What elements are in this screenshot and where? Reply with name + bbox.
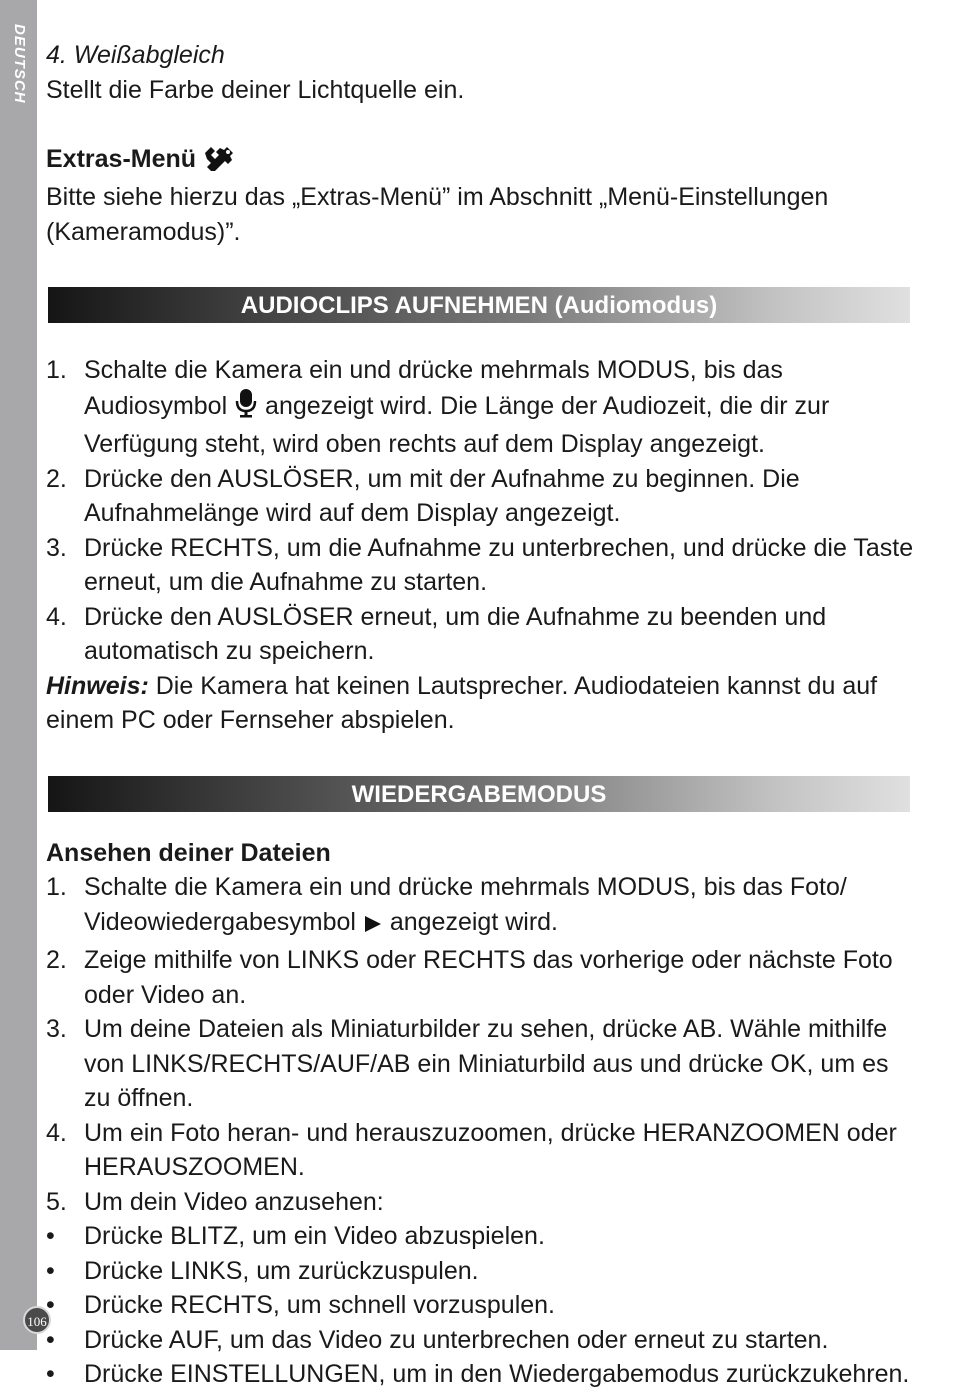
list-item [46,1116,914,1185]
step-text: Schalte die Kamera ein und drücke mehrmals MODUS, bis das Audiosymbol [84,356,783,420]
step-number: 1. [46,356,67,384]
note-text: Die Kamera hat keinen Lautsprecher. Audiodateien kannst du auf einem PC oder Fernseher abspielen. [46,671,878,734]
playback-section-title: WIEDERGABEMODUS [48,776,910,812]
step-number: 2. [46,464,67,493]
step-number: 3. [46,533,67,562]
list-item [46,943,914,1012]
step-text: Drücke den AUSLÖSER erneut, um die Aufnahme zu beenden und automatisch zu speichern. [84,602,827,665]
side-tab-label: DEUTSCH [11,24,28,104]
wrench-screwdriver-icon [203,143,237,181]
side-tab [0,0,37,1350]
step-number: 5. [46,1187,67,1216]
white-balance-text: Stellt die Farbe deiner Lichtquelle ein. [46,75,465,104]
step-number: 3. [46,1015,67,1043]
step-number: 1. [46,873,67,901]
list-item [46,1219,914,1254]
audio-section-title: AUDIOCLIPS AUFNEHMEN (Audiomodus) [48,287,910,323]
step-text-continued: angezeigt wird. Die Länge der Audiozeit, die dir zur Verfügung steht, wird oben rechts auf dem Display angezeigt. [84,391,830,458]
playback-subheading: Ansehen deiner Dateien [46,838,331,867]
extras-menu-heading-line [46,142,914,181]
page-content [46,38,914,1392]
step-number: 2. [46,946,67,974]
audio-steps-list [46,353,914,669]
extras-menu-text-line2: (Kameramodus)”. [46,217,241,246]
playback-bullets-list [46,1219,914,1392]
step-text: Zeige mithilfe von LINKS oder RECHTS das vorherige oder nächste Foto oder Video an. [84,946,893,1009]
bullet-text: Drücke BLITZ, um ein Video abzuspielen. [84,1222,545,1250]
step-number: 4. [46,1118,67,1147]
list-item [46,1323,914,1358]
playback-steps-list [46,870,914,1219]
step-text: Um deine Dateien als Miniaturbilder zu sehen, drücke AB. Wähle mithilfe von LINKS/RECHTS/AUF/AB ein Miniaturbild aus und drücke OK, um es zu öffnen. [84,1015,889,1112]
list-item [46,353,914,462]
bullet-mark: • [46,1222,55,1250]
list-item [46,1012,914,1116]
page-number-badge: 106 [23,1306,51,1334]
bullet-mark: • [46,1360,55,1388]
audio-note [46,669,914,738]
list-item [46,462,914,531]
bullet-text: Drücke EINSTELLUNGEN, um in den Wiedergabemodus zurückzukehren. [84,1360,910,1388]
bullet-text: Drücke LINKS, um zurückzuspulen. [84,1256,479,1285]
list-item [46,1357,914,1392]
step-text: Um dein Video anzusehen: [84,1187,384,1216]
bullet-mark: • [46,1256,55,1285]
list-item [46,870,914,943]
extras-menu-text-line1: Bitte siehe hierzu das „Extras-Menü” im Abschnitt „Menü-Einstellungen [46,183,829,211]
bullet-mark: • [46,1291,55,1319]
play-triangle-icon [363,909,383,944]
step-text: Schalte die Kamera ein und drücke mehrmals MODUS, bis das Foto/ Videowiedergabesymbol [84,873,847,936]
list-item [46,1254,914,1289]
list-item [46,1185,914,1220]
white-balance-heading: 4. Weißabgleich [46,41,225,69]
microphone-icon [234,388,258,428]
step-text: Drücke RECHTS, um die Aufnahme zu unterbrechen, und drücke die Taste erneut, um die Aufnahme zu starten. [84,533,914,596]
step-number: 4. [46,602,67,631]
step-text: Drücke den AUSLÖSER, um mit der Aufnahme zu beginnen. Die Aufnahmelänge wird auf dem Display angezeigt. [84,464,800,527]
step-text: Um ein Foto heran- und herauszuzoomen, drücke HERANZOOMEN oder HERAUSZOOMEN. [84,1118,897,1181]
bullet-text: Drücke RECHTS, um schnell vorzuspulen. [84,1291,555,1319]
list-item [46,600,914,669]
extras-menu-heading: Extras-Menü [46,144,197,173]
step-text-continued: angezeigt wird. [389,907,558,936]
bullet-text: Drücke AUF, um das Video zu unterbrechen oder erneut zu starten. [84,1325,829,1354]
note-label: Hinweis: [46,671,149,700]
list-item [46,531,914,600]
list-item [46,1288,914,1323]
bullet-mark: • [46,1325,55,1354]
